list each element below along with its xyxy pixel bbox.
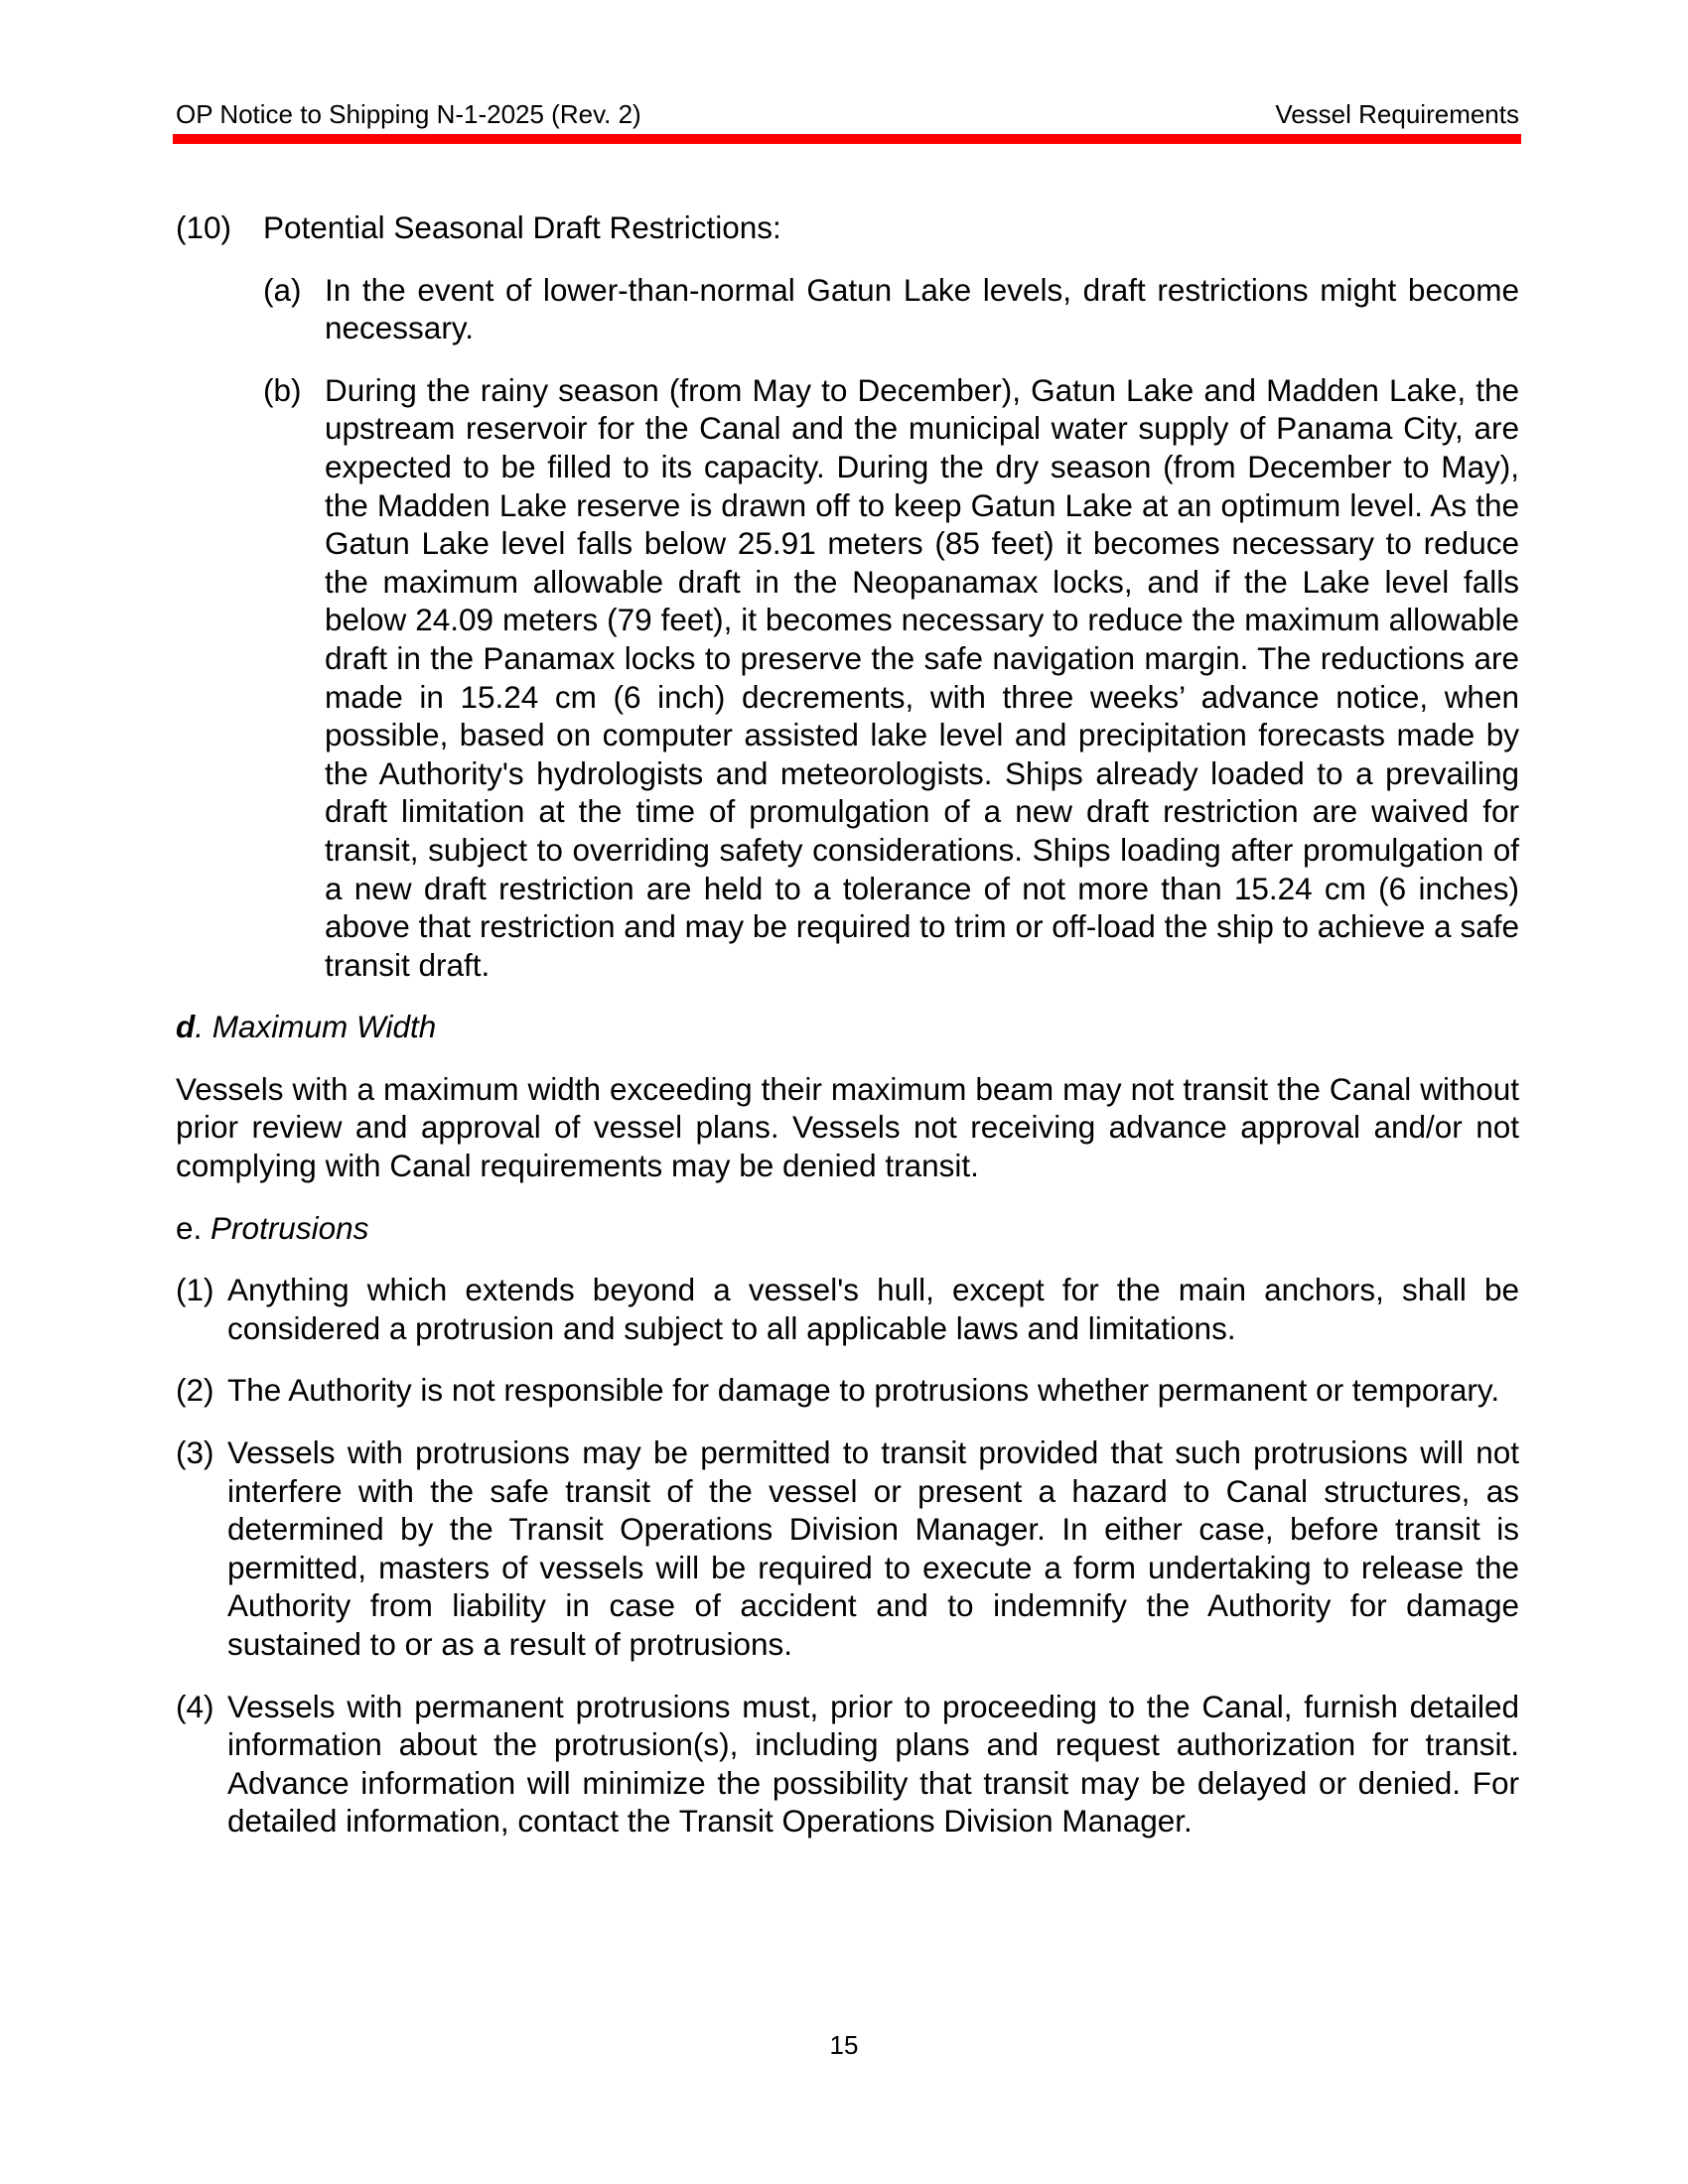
section-e-title: Protrusions xyxy=(211,1209,369,1246)
section-10-title: Potential Seasonal Draft Restrictions: xyxy=(263,209,781,245)
item-a-text: In the event of lower-than-normal Gatun Lake levels, draft restrictions might become necessary. xyxy=(325,271,1519,346)
item-1-text: Anything which extends beyond a vessel's hull, except for the main anchors, shall be considered a protrusion and subject to all applicable laws and limitations. xyxy=(227,1272,1519,1346)
section-e-item-3 xyxy=(176,1433,1519,1664)
page-header xyxy=(176,99,1519,129)
section-d-letter: d xyxy=(176,1009,196,1045)
item-4-text: Vessels with permanent protrusions must, prior to proceeding to the Canal, furnish detailed information about the protrusion(s), including plans and request authorization for transit. Advance information will minimize the possibility that transit may be delayed or denied. For detailed information, contact the Transit Operations Division Manager. xyxy=(227,1688,1519,1840)
section-e-item-1 xyxy=(176,1271,1519,1347)
item-1-label: (1) xyxy=(176,1272,214,1308)
item-b-label: (b) xyxy=(263,371,302,408)
header-rule xyxy=(173,134,1521,144)
item-4-label: (4) xyxy=(176,1688,214,1724)
section-e-letter: e. xyxy=(176,1209,203,1246)
section-10 xyxy=(176,208,1519,247)
section-d-title: . Maximum Width xyxy=(195,1009,437,1045)
section-e-heading xyxy=(176,1209,1519,1248)
section-10-label: (10) xyxy=(176,209,232,245)
page-body xyxy=(176,208,1519,1864)
page-number: 15 xyxy=(829,2030,859,2060)
section-10-item-b xyxy=(176,371,1519,985)
section-10-item-a xyxy=(176,271,1519,347)
header-section-title: Vessel Requirements xyxy=(1275,99,1519,129)
item-3-label: (3) xyxy=(176,1434,214,1471)
section-d-paragraph: Vessels with a maximum width exceeding their maximum beam may not transit the Canal without prior review and approval of vessel plans. Vessels not receiving advance approval and/or not complying with Canal requirements may be denied transit. xyxy=(176,1070,1519,1184)
item-a-label: (a) xyxy=(263,271,302,308)
item-2-text: The Authority is not responsible for damage to protrusions whether permanent or temporary. xyxy=(227,1372,1500,1409)
section-e-item-2 xyxy=(176,1371,1519,1410)
item-2-label: (2) xyxy=(176,1372,214,1409)
header-document-title: OP Notice to Shipping N-1-2025 (Rev. 2) xyxy=(176,99,641,129)
section-d-heading xyxy=(176,1008,1519,1046)
item-3-text: Vessels with protrusions may be permitted to transit provided that such protrusions will not interfere with the safe transit of the vessel or present a hazard to Canal structures, as determined by the Transit Operations Division Manager. In either case, before transit is permitted, masters of vessels will be required to execute a form undertaking to release the Authority from liability in case of accident and to indemnify the Authority for damage sustained to or as a result of protrusions. xyxy=(227,1434,1519,1662)
item-b-text: During the rainy season (from May to December), Gatun Lake and Madden Lake, the upstream reservoir for the Canal and the municipal water supply of Panama City, are expected to be filled to its capacity. During the dry season (from December to May), the Madden Lake reserve is drawn off to keep Gatun Lake at an optimum level. As the Gatun Lake level falls below 25.91 meters (85 feet) it becomes necessary to reduce the maximum allowable draft in the Neopanamax locks, and if the Lake level falls below 24.09 meters (79 feet), it becomes necessary to reduce the maximum allowable draft in the Panamax locks to preserve the safe navigation margin. The reductions are made in 15.24 cm (6 inch) decrements, with three weeks’ advance notice, when possible, based on computer assisted lake level and precipitation forecasts made by the Authority's hydrologists and meteorologists. Ships already loaded to a prevailing draft limitation at the time of promulgation of a new draft restriction are waived for transit, subject to overriding safety considerations. Ships loading after promulgation of a new draft restriction are held to a tolerance of not more than 15.24 cm (6 inches) above that restriction and may be required to trim or off-load the ship to achieve a safe transit draft. xyxy=(325,371,1519,983)
section-e-item-4 xyxy=(176,1688,1519,1841)
